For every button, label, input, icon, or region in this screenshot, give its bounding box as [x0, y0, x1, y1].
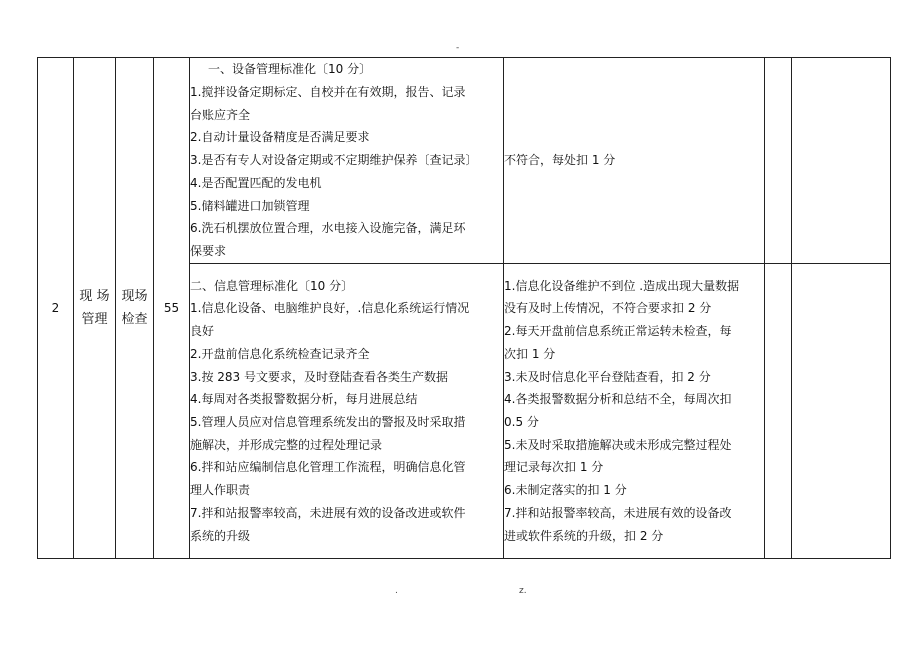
section1-item: 2.自动计量设备精度是否满足要求 — [190, 130, 370, 145]
section1-deduction: 不符合，每处扣 1 分 — [504, 153, 616, 168]
section2-item: 系统的升级 — [190, 528, 251, 543]
section1-deduction-cell — [504, 58, 765, 264]
category-cell — [74, 58, 116, 559]
method-cell — [116, 58, 154, 559]
method-line-1: 现场 — [121, 289, 148, 304]
row-index-cell — [38, 58, 74, 559]
section2-item: 3.按 283 号文要求，及时登陆查看各类生产数据 — [190, 369, 448, 384]
evaluation-table — [37, 57, 891, 559]
section2-criteria — [190, 264, 504, 559]
section2-deduction-cell — [504, 264, 765, 559]
section2-item: 6.拌和站应编制信息化管理工作流程，明确信息化管 — [190, 460, 466, 475]
method-line-2: 检查 — [121, 312, 148, 327]
section1-item: 台账应齐全 — [190, 107, 251, 122]
row-index: 2 — [51, 301, 60, 315]
empty-cell — [765, 264, 792, 559]
section2-deduction: 没有及时上传情况，不符合要求扣 2 分 — [504, 301, 712, 316]
section2-item: 7.拌和站报警率较高，未进展有效的设备改进或软件 — [190, 505, 466, 520]
section1-item: 4.是否配置匹配的发电机 — [190, 175, 322, 190]
section2-deduction: 6.未制定落实的扣 1 分 — [504, 483, 627, 498]
section2-item: 5.管理人员应对信息管理系统发出的警报及时采取措 — [190, 415, 466, 429]
section1-criteria — [190, 58, 504, 264]
section2-deduction: 理记录每次扣 1 分 — [504, 460, 604, 475]
section2-title: 二、信息管理标准化〔10 分〕 — [190, 278, 354, 293]
category-line-2: 管理 — [81, 312, 108, 327]
section1-item: 6.洗石机摆放位置合理，水电接入设施完备，满足环 — [190, 221, 466, 236]
section2-item: 4.每周对各类报警数据分析，每月进展总结 — [190, 392, 418, 407]
section2-deduction: 0.5 分 — [504, 415, 539, 429]
section2-deduction: 2.每天开盘前信息系统正常运转未检查，每 — [504, 324, 732, 339]
section2-deduction: 次扣 1 分 — [504, 346, 556, 361]
section2-item: 1.信息化设备、电脑维护良好，.信息化系统运行情况 — [190, 301, 470, 316]
empty-cell — [792, 264, 891, 559]
section1-item: 3.是否有专人对设备定期或不定期维护保养〔查记录〕 — [190, 153, 478, 168]
section2-item: 施解决，并形成完整的过程处理记录 — [190, 437, 383, 452]
empty-cell — [792, 58, 891, 264]
section2-item: 良好 — [190, 324, 215, 339]
section2-deduction: 进或软件系统的升级，扣 2 分 — [504, 528, 664, 543]
page-mark-bottom-left: . — [395, 586, 398, 596]
empty-cell — [765, 58, 792, 264]
section2-item: 2.开盘前信息化系统检查记录齐全 — [190, 346, 370, 361]
section1-item: 5.储料罐进口加锁管理 — [190, 198, 310, 213]
category-line-1: 现 场 — [79, 289, 110, 304]
score-cell — [154, 58, 190, 559]
section2-deduction: 1.信息化设备维护不到位 .造成出现大量数据 — [504, 278, 740, 293]
page-mark-top: - — [456, 43, 460, 53]
section2-deduction: 3.未及时信息化平台登陆查看，扣 2 分 — [504, 369, 711, 384]
section2-deduction: 7.拌和站报警率较高，未进展有效的设备改 — [504, 505, 732, 520]
score: 55 — [163, 301, 180, 315]
section2-item: 理人作职责 — [190, 483, 251, 498]
section1-item: 1.搅拌设备定期标定、自校并在有效期，报告、记录 — [190, 85, 466, 100]
section1-item: 保要求 — [190, 243, 227, 258]
section2-deduction: 5.未及时采取措施解决或未形成完整过程处 — [504, 437, 732, 452]
section1-title: 一、设备管理标准化〔10 分〕 — [208, 62, 372, 77]
section2-deduction: 4.各类报警数据分析和总结不全，每周次扣 — [504, 392, 732, 407]
table-row — [38, 58, 891, 264]
page-mark-bottom-right: z. — [519, 586, 527, 596]
